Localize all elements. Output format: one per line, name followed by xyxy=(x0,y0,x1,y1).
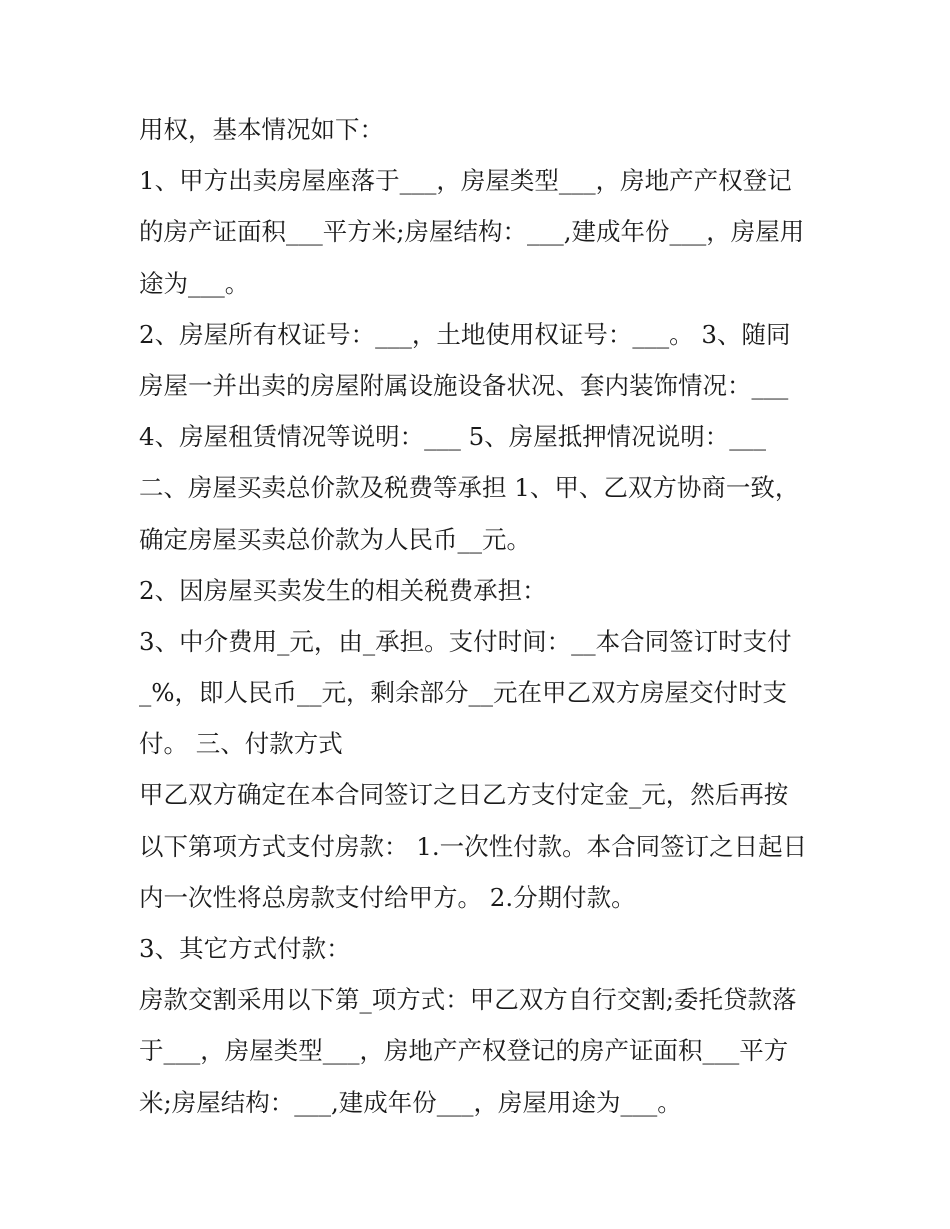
text-line: 3、其它方式付款： xyxy=(139,934,351,963)
text-line: 二、房屋买卖总价款及税费等承担 1、甲、乙双方协商一致， xyxy=(139,473,800,503)
document-body xyxy=(139,104,819,1128)
text-line: 2、房屋所有权证号：___，土地使用权证号：___。 3、随同 xyxy=(139,319,791,349)
text-line: 的房产证面积___平方米;房屋结构：___,建成年份___，房屋用 xyxy=(139,217,805,247)
text-line: 确定房屋买卖总价款为人民币__元。 xyxy=(139,524,531,554)
text-line: 3、中介费用_元，由_承担。支付时间：__本合同签订时支付 xyxy=(139,626,792,656)
text-line: _%，即人民币__元，剩余部分__元在甲乙双方房屋交付时支 xyxy=(139,678,788,708)
text-line: 2、因房屋买卖发生的相关税费承担： xyxy=(139,575,547,605)
text-line: 内一次性将总房款支付给甲方。 2.分期付款。 xyxy=(139,882,636,912)
text-line: 4、房屋租赁情况等说明：___ 5、房屋抵押情况说明：___ xyxy=(139,422,766,452)
text-line: 途为___。 xyxy=(139,268,250,298)
text-line: 1、甲方出卖房屋座落于___，房屋类型___，房地产产权登记 xyxy=(139,166,792,196)
text-line: 米;房屋结构：___,建成年份___，房屋用途为___。 xyxy=(139,1087,682,1117)
text-line: 房屋一并出卖的房屋附属设施设备状况、套内装饰情况：___ xyxy=(139,370,789,400)
text-line: 用权，基本情况如下： xyxy=(139,115,384,144)
text-line: 付。 三、付款方式 xyxy=(139,729,343,759)
text-line: 以下第项方式支付房款： 1.一次性付款。本合同签订之日起日 xyxy=(139,831,808,861)
text-line: 甲乙双方确定在本合同签订之日乙方支付定金_元，然后再按 xyxy=(139,780,789,810)
text-line: 于___，房屋类型___，房地产产权登记的房产证面积___平方 xyxy=(139,1036,789,1066)
text-line: 房款交割采用以下第_项方式：甲乙双方自行交割;委托贷款落 xyxy=(139,985,797,1015)
